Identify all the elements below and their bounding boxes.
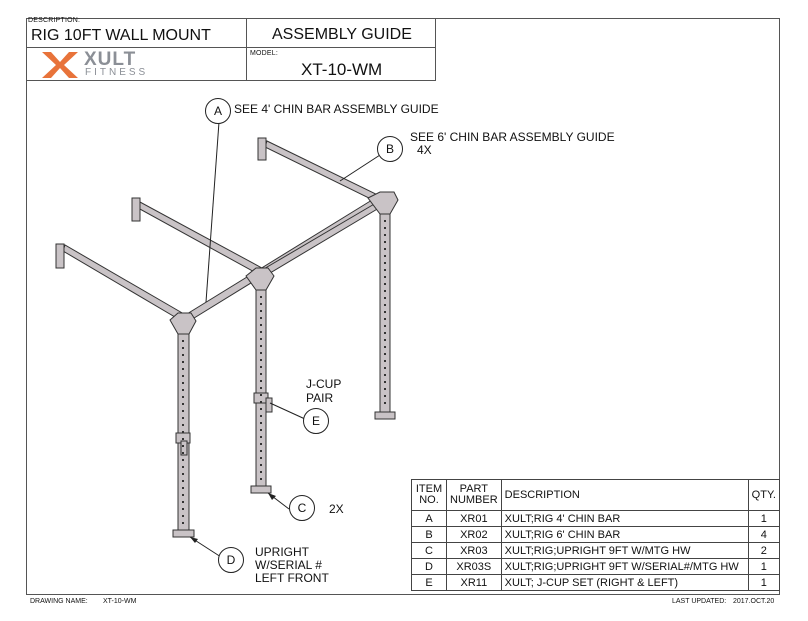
upright-hole bbox=[260, 366, 262, 368]
upright-hole bbox=[260, 380, 262, 382]
upright-hole bbox=[384, 220, 386, 222]
bom-row bbox=[412, 575, 780, 591]
leader-e bbox=[270, 403, 305, 419]
bom-part-number: XR02 bbox=[447, 527, 502, 543]
upright-hole bbox=[384, 395, 386, 397]
upright-hole bbox=[260, 464, 262, 466]
description-label: DESCRIPTION: bbox=[28, 17, 81, 24]
upright-hole bbox=[182, 501, 184, 503]
last-updated-value: 2017.OCT.20 bbox=[733, 598, 775, 605]
bom-description: XULT;RIG;UPRIGHT 9FT W/SERIAL#/MTG HW bbox=[501, 559, 748, 575]
upright-hole bbox=[384, 290, 386, 292]
doc-type: ASSEMBLY GUIDE bbox=[272, 26, 412, 43]
bom-header-row bbox=[412, 480, 780, 511]
upright-hole bbox=[260, 359, 262, 361]
upright-hole bbox=[384, 241, 386, 243]
upright-hole bbox=[182, 396, 184, 398]
upright-hole bbox=[384, 332, 386, 334]
upright-hole bbox=[182, 438, 184, 440]
upright-hole bbox=[260, 415, 262, 417]
drawing-name-label: DRAWING NAME: bbox=[30, 598, 88, 605]
upright-hole bbox=[384, 374, 386, 376]
bom-header-part: PART NUMBER bbox=[447, 480, 502, 511]
bom-qty: 4 bbox=[748, 527, 779, 543]
logo-subtext: FITNESS bbox=[85, 67, 149, 78]
callout-e-text-1: J-CUP bbox=[306, 377, 342, 391]
wall-plate-1 bbox=[258, 138, 266, 160]
wall-plate-2 bbox=[132, 198, 140, 221]
bom-qty: 1 bbox=[748, 575, 779, 591]
upright-hole bbox=[260, 352, 262, 354]
upright-hole bbox=[384, 388, 386, 390]
bom-description: XULT;RIG 4' CHIN BAR bbox=[501, 511, 748, 527]
upright-hole bbox=[384, 402, 386, 404]
callout-b-qty: 4X bbox=[417, 143, 432, 157]
bom-part-number: XR03S bbox=[447, 559, 502, 575]
bom-row bbox=[412, 543, 780, 559]
upright-hole bbox=[182, 382, 184, 384]
upright-hole bbox=[384, 283, 386, 285]
upright-hole bbox=[384, 318, 386, 320]
upright-hole bbox=[182, 403, 184, 405]
upright-hole bbox=[384, 276, 386, 278]
upright-hole bbox=[260, 345, 262, 347]
upright-hole bbox=[260, 422, 262, 424]
upright-hole bbox=[182, 508, 184, 510]
upright-hole bbox=[182, 487, 184, 489]
callout-c-qty: 2X bbox=[329, 502, 344, 516]
upright-hole bbox=[384, 367, 386, 369]
upright-hole bbox=[182, 361, 184, 363]
upright-hole bbox=[182, 417, 184, 419]
bom-row bbox=[412, 527, 780, 543]
bom-item: E bbox=[412, 575, 447, 591]
callout-a-bubble: A bbox=[205, 98, 231, 124]
upright-hole bbox=[384, 353, 386, 355]
upright-hole bbox=[182, 473, 184, 475]
upright-hole bbox=[260, 303, 262, 305]
upright-hole bbox=[384, 227, 386, 229]
callout-d-text-1: UPRIGHT bbox=[255, 545, 309, 559]
upright-hole bbox=[384, 339, 386, 341]
callout-d-text-3: LEFT FRONT bbox=[255, 571, 329, 585]
upright-hole bbox=[260, 387, 262, 389]
wall-plate-3 bbox=[56, 244, 64, 268]
bom-header-item: ITEM NO. bbox=[412, 480, 447, 511]
upright-hole bbox=[260, 478, 262, 480]
upright-hole bbox=[260, 408, 262, 410]
upright-hole bbox=[260, 310, 262, 312]
upright-hole bbox=[182, 375, 184, 377]
leader-a bbox=[206, 122, 219, 302]
bom-part-number: XR01 bbox=[447, 511, 502, 527]
bom-description: XULT;RIG 6' CHIN BAR bbox=[501, 527, 748, 543]
upright-hole bbox=[260, 317, 262, 319]
bom-qty: 1 bbox=[748, 559, 779, 575]
upright-hole bbox=[384, 381, 386, 383]
j-cup-middle-hook bbox=[266, 398, 272, 412]
arrow-d bbox=[190, 537, 198, 543]
upright-hole bbox=[182, 522, 184, 524]
upright-hole bbox=[260, 450, 262, 452]
upright-hole bbox=[260, 457, 262, 459]
upright-hole bbox=[384, 360, 386, 362]
upright-hole bbox=[182, 494, 184, 496]
leader-b bbox=[340, 155, 380, 181]
upright-hole bbox=[260, 338, 262, 340]
bom-table bbox=[411, 479, 780, 591]
callout-a-text: SEE 4' CHIN BAR ASSEMBLY GUIDE bbox=[234, 102, 439, 116]
callout-b-bubble: B bbox=[377, 136, 403, 162]
bom-description: XULT;RIG;UPRIGHT 9FT W/MTG HW bbox=[501, 543, 748, 559]
drawing-name-value: XT-10-WM bbox=[103, 598, 137, 605]
bom-item: A bbox=[412, 511, 447, 527]
upright-hole bbox=[182, 515, 184, 517]
bom-part-number: XR11 bbox=[447, 575, 502, 591]
chin-bar-b-front bbox=[262, 203, 379, 276]
upright-hole bbox=[182, 431, 184, 433]
upright-hole bbox=[384, 346, 386, 348]
upright-hole bbox=[384, 325, 386, 327]
callout-b-text: SEE 6' CHIN BAR ASSEMBLY GUIDE bbox=[410, 130, 615, 144]
bom-header-qty: QTY. bbox=[748, 480, 779, 511]
bom-part-number: XR03 bbox=[447, 543, 502, 559]
upright-hole bbox=[384, 262, 386, 264]
upright-hole bbox=[384, 297, 386, 299]
upright-hole bbox=[182, 459, 184, 461]
upright-holes bbox=[182, 220, 386, 524]
callout-d-text-2: W/SERIAL # bbox=[255, 558, 322, 572]
upright-hole bbox=[182, 354, 184, 356]
upright-hole bbox=[384, 311, 386, 313]
upright-hole bbox=[260, 436, 262, 438]
chin-bar-b-left bbox=[63, 245, 184, 320]
upright-left-bracket bbox=[170, 313, 196, 334]
callout-d-bubble: D bbox=[218, 547, 244, 573]
bom-item: D bbox=[412, 559, 447, 575]
upright-left-front-base bbox=[173, 530, 194, 537]
upright-hole bbox=[260, 296, 262, 298]
upright-hole bbox=[260, 471, 262, 473]
upright-hole bbox=[182, 452, 184, 454]
upright-rear-base bbox=[375, 412, 395, 419]
upright-hole bbox=[182, 389, 184, 391]
upright-middle-bracket bbox=[246, 268, 274, 290]
model-label: MODEL: bbox=[250, 50, 279, 57]
logo-wordmark: XULT bbox=[84, 49, 137, 70]
upright-hole bbox=[384, 269, 386, 271]
upright-hole bbox=[260, 394, 262, 396]
model-value: XT-10-WM bbox=[301, 60, 383, 79]
upright-hole bbox=[260, 401, 262, 403]
bom-item: B bbox=[412, 527, 447, 543]
last-updated-label: LAST UPDATED: bbox=[672, 598, 727, 605]
upright-hole bbox=[182, 480, 184, 482]
upright-hole bbox=[260, 443, 262, 445]
upright-hole bbox=[384, 255, 386, 257]
callout-c-bubble: C bbox=[289, 495, 315, 521]
upright-hole bbox=[260, 429, 262, 431]
arrow-c bbox=[268, 493, 276, 500]
upright-hole bbox=[384, 234, 386, 236]
upright-middle-base bbox=[251, 486, 271, 493]
upright-hole bbox=[384, 304, 386, 306]
upright-hole bbox=[182, 424, 184, 426]
upright-hole bbox=[260, 373, 262, 375]
bom-header-description: DESCRIPTION bbox=[501, 480, 748, 511]
upright-hole bbox=[384, 248, 386, 250]
upright-hole bbox=[260, 324, 262, 326]
chin-bar-b-middle bbox=[138, 202, 262, 274]
upright-hole bbox=[182, 445, 184, 447]
bom-qty: 1 bbox=[748, 511, 779, 527]
callout-e-bubble: E bbox=[303, 408, 329, 434]
description-value: RIG 10FT WALL MOUNT bbox=[31, 27, 211, 44]
upright-hole bbox=[182, 340, 184, 342]
upright-hole bbox=[182, 347, 184, 349]
upright-hole bbox=[182, 410, 184, 412]
upright-hole bbox=[182, 466, 184, 468]
chin-bar-b-top bbox=[265, 141, 382, 203]
upright-hole bbox=[182, 368, 184, 370]
upright-hole bbox=[260, 331, 262, 333]
bom-row bbox=[412, 559, 780, 575]
bom-item: C bbox=[412, 543, 447, 559]
bom-qty: 2 bbox=[748, 543, 779, 559]
bom-row bbox=[412, 511, 780, 527]
callout-e-text-2: PAIR bbox=[306, 391, 334, 405]
bom-description: XULT; J-CUP SET (RIGHT & LEFT) bbox=[501, 575, 748, 591]
